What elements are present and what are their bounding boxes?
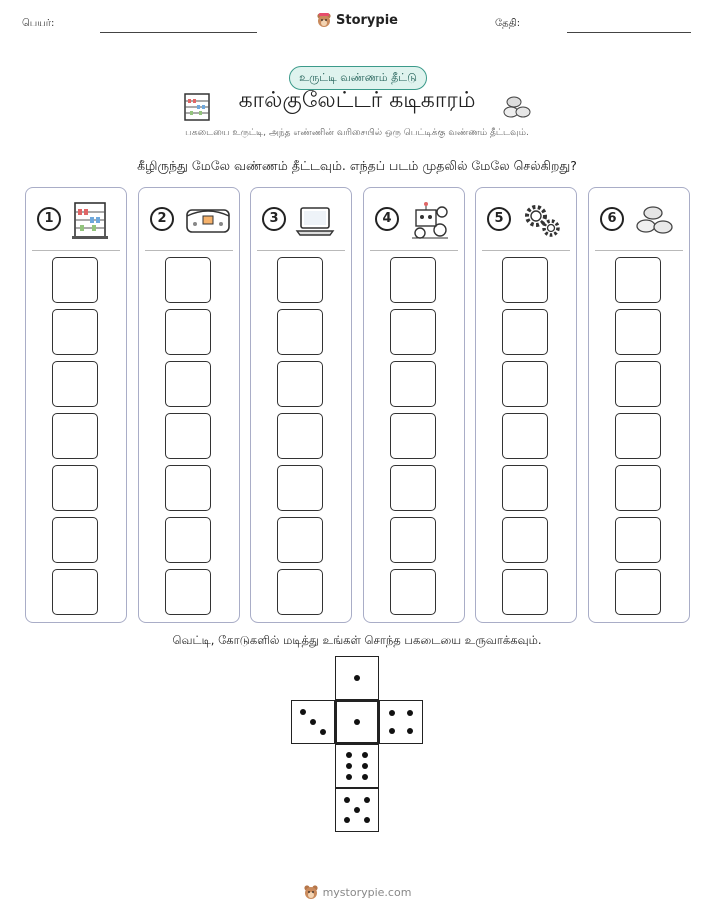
column-2 [138, 187, 240, 623]
treasure-box-icon [183, 200, 233, 240]
color-box[interactable] [615, 257, 661, 303]
color-box[interactable] [502, 361, 548, 407]
color-box[interactable] [277, 257, 323, 303]
color-box[interactable] [390, 517, 436, 563]
color-box[interactable] [502, 517, 548, 563]
color-box[interactable] [52, 257, 98, 303]
color-box[interactable] [52, 569, 98, 615]
dice-face-5 [335, 788, 379, 832]
column-divider [370, 250, 458, 251]
color-box[interactable] [390, 465, 436, 511]
color-box[interactable] [502, 465, 548, 511]
column-divider [595, 250, 683, 251]
dice-face-1 [335, 656, 379, 700]
footer-url[interactable]: mystorypie.com [322, 885, 412, 899]
color-box[interactable] [615, 413, 661, 459]
color-box[interactable] [615, 517, 661, 563]
color-box[interactable] [277, 569, 323, 615]
column-number: 2 [150, 207, 174, 231]
column-number: 4 [375, 207, 399, 231]
dice-pip [310, 719, 316, 725]
color-box[interactable] [390, 569, 436, 615]
color-box[interactable] [277, 517, 323, 563]
color-box[interactable] [52, 413, 98, 459]
column-5 [475, 187, 577, 623]
dice-pip [389, 728, 395, 734]
dice-pip [320, 729, 326, 735]
color-box[interactable] [277, 465, 323, 511]
column-3 [250, 187, 352, 623]
dice-pip [407, 728, 413, 734]
color-box[interactable] [165, 569, 211, 615]
dice-pip [362, 752, 368, 758]
color-box[interactable] [52, 465, 98, 511]
brand-name: Storypie [336, 12, 398, 28]
color-box[interactable] [502, 413, 548, 459]
robot-machine-icon [408, 200, 452, 240]
dice-face-6 [335, 744, 379, 788]
name-line[interactable] [100, 32, 257, 33]
dice-pip [354, 807, 360, 813]
dice-pip [362, 774, 368, 780]
color-box[interactable] [502, 257, 548, 303]
color-box[interactable] [165, 257, 211, 303]
column-number: 5 [487, 207, 511, 231]
column-divider [145, 250, 233, 251]
dice-face-1 [335, 700, 379, 744]
color-box[interactable] [52, 517, 98, 563]
dice-pip [364, 817, 370, 823]
color-box[interactable] [390, 257, 436, 303]
storypie-bear-icon [303, 884, 319, 900]
color-box[interactable] [52, 309, 98, 355]
color-box[interactable] [165, 309, 211, 355]
color-box[interactable] [277, 413, 323, 459]
column-divider [257, 250, 345, 251]
name-label: பெயர்: [22, 18, 55, 29]
laptop-icon [295, 200, 335, 240]
column-number: 1 [37, 207, 61, 231]
dice-pip [354, 675, 360, 681]
dice-pip [344, 817, 350, 823]
color-box[interactable] [615, 361, 661, 407]
color-box[interactable] [615, 465, 661, 511]
stones-icon [502, 94, 532, 120]
column-number: 6 [600, 207, 624, 231]
dice-pip [346, 774, 352, 780]
dice-pip [346, 752, 352, 758]
subtitle: பகடையை உருட்டி, அந்த எண்ணின் வரிசையில் ஒரு பெட்டிக்கு வண்ணம் தீட்டவும். [185, 128, 529, 138]
dice-pip [389, 710, 395, 716]
column-divider [32, 250, 120, 251]
dice-face-4 [379, 700, 423, 744]
column-6 [588, 187, 690, 623]
dice-pip [362, 763, 368, 769]
dice-pip [300, 709, 306, 715]
color-box[interactable] [277, 309, 323, 355]
color-box[interactable] [165, 361, 211, 407]
cut-instruction: வெட்டி, கோடுகளில் மடித்து உங்கள் சொந்த பகடையை உருவாக்கவும். [172, 633, 542, 647]
color-box[interactable] [52, 361, 98, 407]
color-box[interactable] [615, 569, 661, 615]
dice-pip [346, 763, 352, 769]
page-title: கால்குலேட்டர் கடிகாரம் [238, 88, 476, 113]
footer [0, 884, 714, 904]
storypie-bear-icon [316, 12, 332, 28]
dice-face-3 [291, 700, 335, 744]
color-box[interactable] [165, 413, 211, 459]
color-box[interactable] [502, 569, 548, 615]
color-box[interactable] [165, 517, 211, 563]
date-line[interactable] [567, 32, 691, 33]
brand [0, 12, 714, 32]
color-box[interactable] [615, 309, 661, 355]
color-box[interactable] [165, 465, 211, 511]
color-box[interactable] [390, 361, 436, 407]
column-divider [482, 250, 570, 251]
color-box[interactable] [390, 309, 436, 355]
dice-pip [354, 719, 360, 725]
dice-pip [407, 710, 413, 716]
dice-pip [364, 797, 370, 803]
color-box[interactable] [277, 361, 323, 407]
activity-badge: உருட்டி வண்ணம் தீட்டு [289, 66, 427, 90]
stones-icon [633, 200, 677, 240]
instruction: கீழிருந்து மேலே வண்ணம் தீட்டவும். எந்தப் படம் முதலில் மேலே செல்கிறது? [137, 158, 577, 173]
dice-pip [344, 797, 350, 803]
color-box[interactable] [390, 413, 436, 459]
column-number: 3 [262, 207, 286, 231]
gears-icon [520, 200, 564, 240]
column-1 [25, 187, 127, 623]
abacus-icon [70, 200, 110, 240]
date-label: தேதி: [495, 18, 521, 29]
column-4 [363, 187, 465, 623]
color-box[interactable] [502, 309, 548, 355]
